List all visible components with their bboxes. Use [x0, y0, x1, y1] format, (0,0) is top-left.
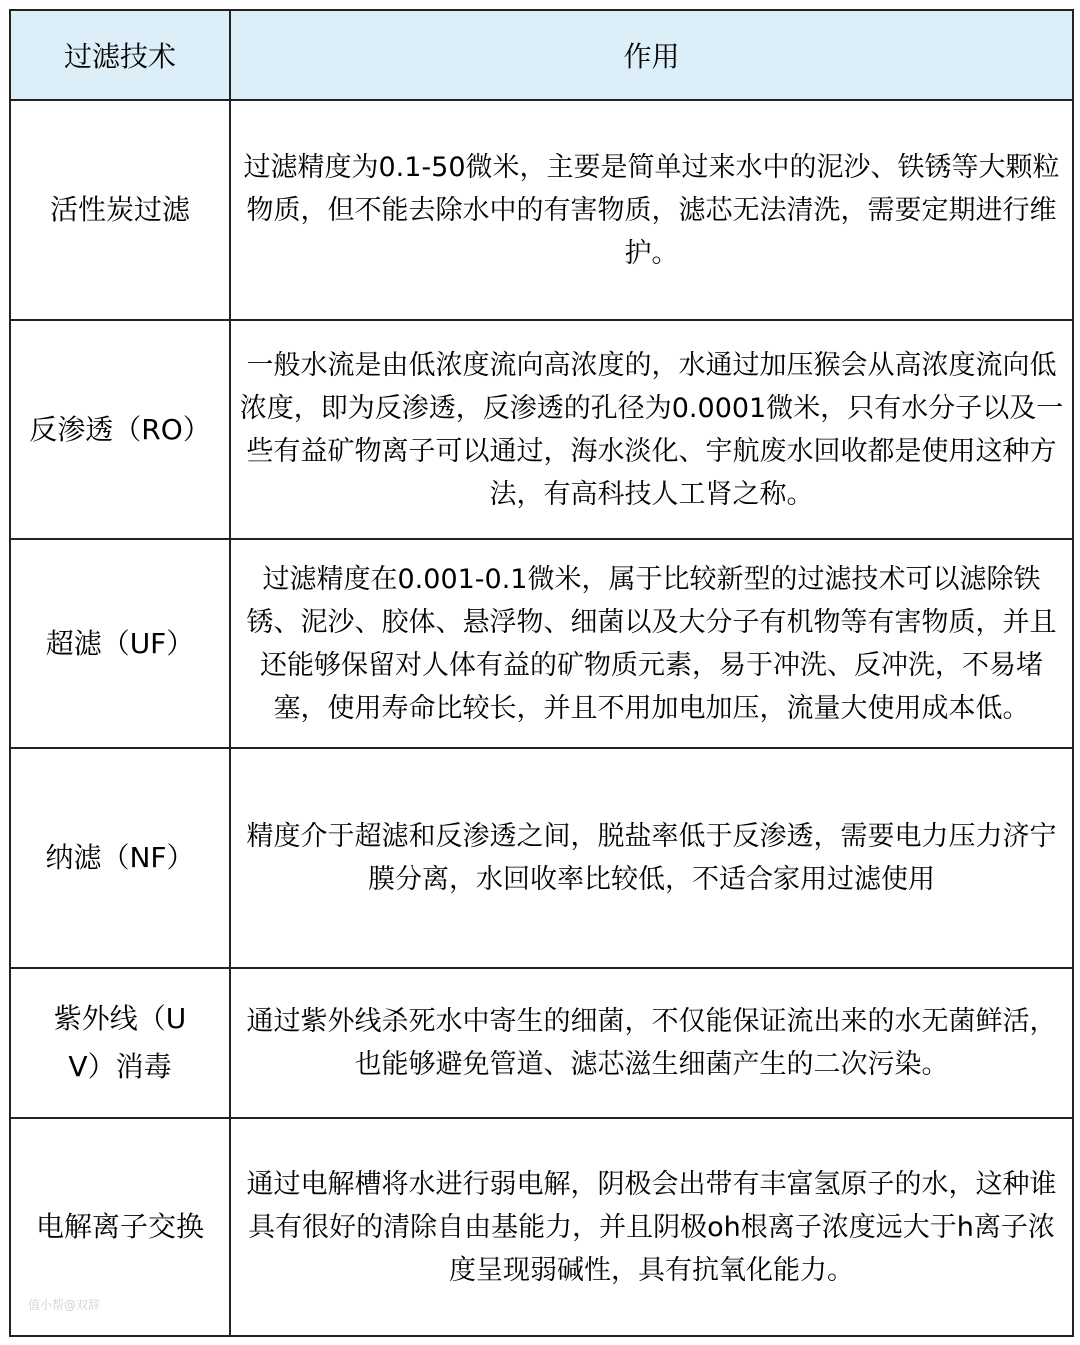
technology-effect: 过滤精度在0.001-0.1微米，属于比较新型的过滤技术可以滤除铁锈、泥沙、胶体、悬浮物、细菌以及大分子有机物等有害物质，并且还能够保留对人体有益的矿物质元素，易于冲洗、反冲洗，不易堵塞，使用寿命比较长，并且不用加电加压，流量大使用成本低。: [230, 539, 1073, 748]
technology-effect: 通过电解槽将水进行弱电解，阴极会出带有丰富氢原子的水，这种谁具有很好的清除自由基能力，并且阴极oh根离子浓度远大于h离子浓度呈现弱碱性，具有抗氧化能力。: [230, 1118, 1073, 1336]
watermark: 值小帮@双辞: [28, 1298, 101, 1312]
technology-effect: 过滤精度为0.1-50微米，主要是简单过来水中的泥沙、铁锈等大颗粒物质，但不能去除水中的有害物质，滤芯无法清洗，需要定期进行维护。: [230, 100, 1073, 320]
header-effect: 作用: [230, 10, 1073, 100]
table-row: [10, 1118, 1073, 1336]
table-row: [10, 539, 1073, 748]
technology-name: 活性炭过滤: [10, 100, 230, 320]
technology-name: 纳滤（NF）: [10, 748, 230, 968]
table-row: [10, 100, 1073, 320]
filter-technology-table: [9, 9, 1074, 1337]
technology-effect: 一般水流是由低浓度流向高浓度的，水通过加压猴会从高浓度流向低浓度，即为反渗透，反渗透的孔径为0.0001微米，只有水分子以及一些有益矿物离子可以通过，海水淡化、宇航废水回收都是使用这种方法，有高科技人工肾之称。: [230, 320, 1073, 539]
table-header-row: [10, 10, 1073, 100]
header-technology: 过滤技术: [10, 10, 230, 100]
technology-name: 反渗透（RO）: [10, 320, 230, 539]
table-row: [10, 968, 1073, 1118]
table-row: [10, 320, 1073, 539]
technology-effect: 精度介于超滤和反渗透之间，脱盐率低于反渗透，需要电力压力济宁膜分离，水回收率比较低，不适合家用过滤使用: [230, 748, 1073, 968]
technology-name: 超滤（UF）: [10, 539, 230, 748]
table-row: [10, 748, 1073, 968]
technology-name: 电解离子交换: [10, 1118, 230, 1336]
technology-name: 紫外线（UV）消毒: [10, 968, 230, 1118]
technology-effect: 通过紫外线杀死水中寄生的细菌，不仅能保证流出来的水无菌鲜活，也能够避免管道、滤芯滋生细菌产生的二次污染。: [230, 968, 1073, 1118]
